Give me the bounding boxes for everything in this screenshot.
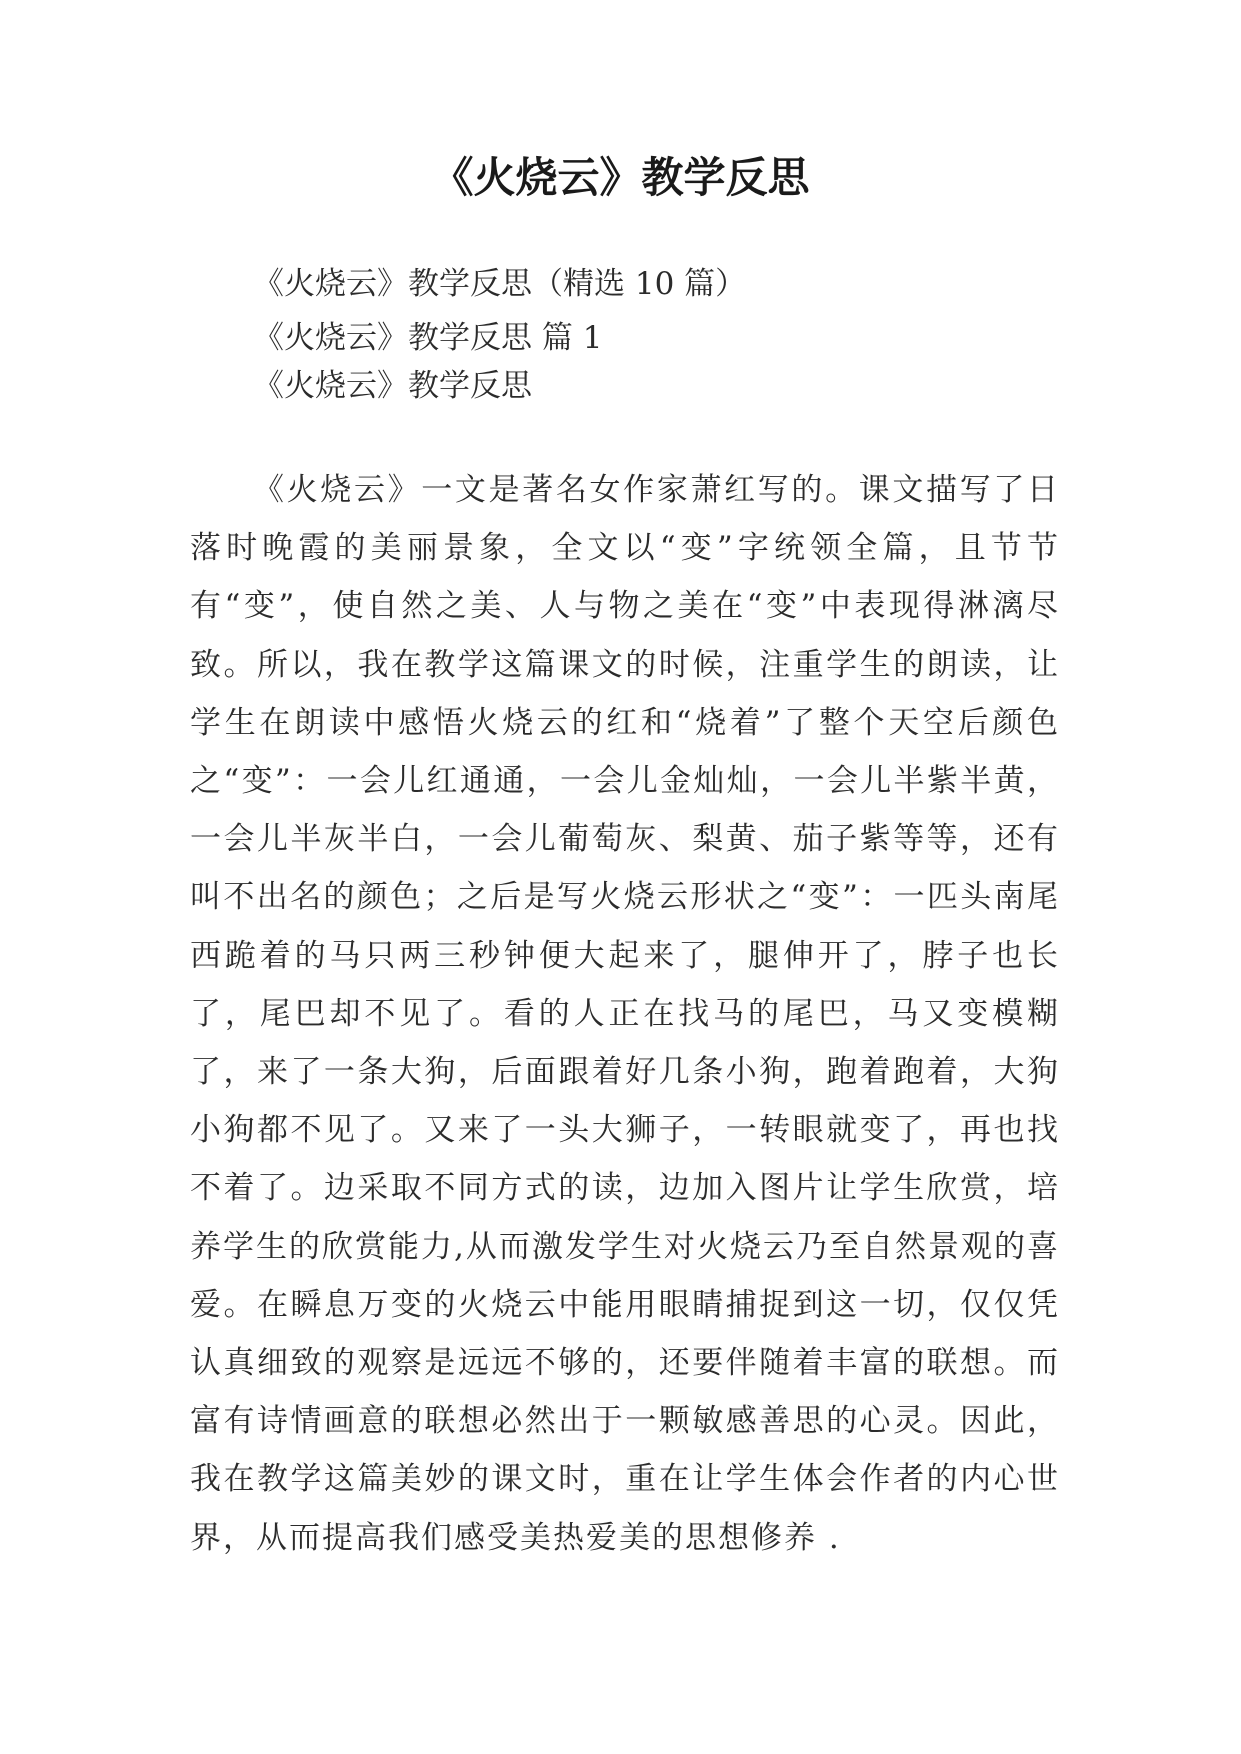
document-subtitle: 《火烧云》教学反思（精选 10 篇） — [253, 266, 747, 302]
document-title: 《火烧云》教学反思 — [431, 153, 810, 202]
article-title: 《火烧云》教学反思 — [253, 368, 532, 404]
section-heading: 《火烧云》教学反思 篇 1 — [253, 320, 603, 356]
body-paragraph: 《火烧云》一文是著名女作家萧红写的。课文描写了日落时晚霞的美丽景象，全文以“变”字统领全篇，且节节有“变”，使自然之美、人与物之美在“变”中表现得淋漓尽致。所以，我在教学这篇课文的时候，注重学生的朗读，让学生在朗读中感悟火烧云的红和“烧着”了整个天空后颜色之“变”：一会儿红通通，一会儿金灿灿，一会儿半紫半黄，一会儿半灰半白，一会儿葡萄灰、梨黄、茄子紫等等，还有叫不出名的颜色；之后是写火烧云形状之“变”：一匹头南尾西跪着的马只两三秒钟便大起来了，腿伸开了，脖子也长了，尾巴却不见了。看的人正在找马的尾巴，马又变模糊了，来了一条大狗，后面跟着好几条小狗，跑着跑着，大狗小狗都不见了。又来了一头大狮子，一转眼就变了，再也找不着了。边采取不同方式的读，边加入图片让学生欣赏，培养学生的欣赏能力,从而激发学生对火烧云乃至自然景观的喜爱。在瞬息万变的火烧云中能用眼睛捕捉到这一切，仅仅凭认真细致的观察是远远不够的，还要伴随着丰富的联想。而富有诗情画意的联想必然出于一颗敏感善思的心灵。因此，我在教学这篇美妙的课文时，重在让学生体会作者的内心世界，从而提高我们感受美热爱美的思想修养 . — [190, 472, 1060, 1556]
